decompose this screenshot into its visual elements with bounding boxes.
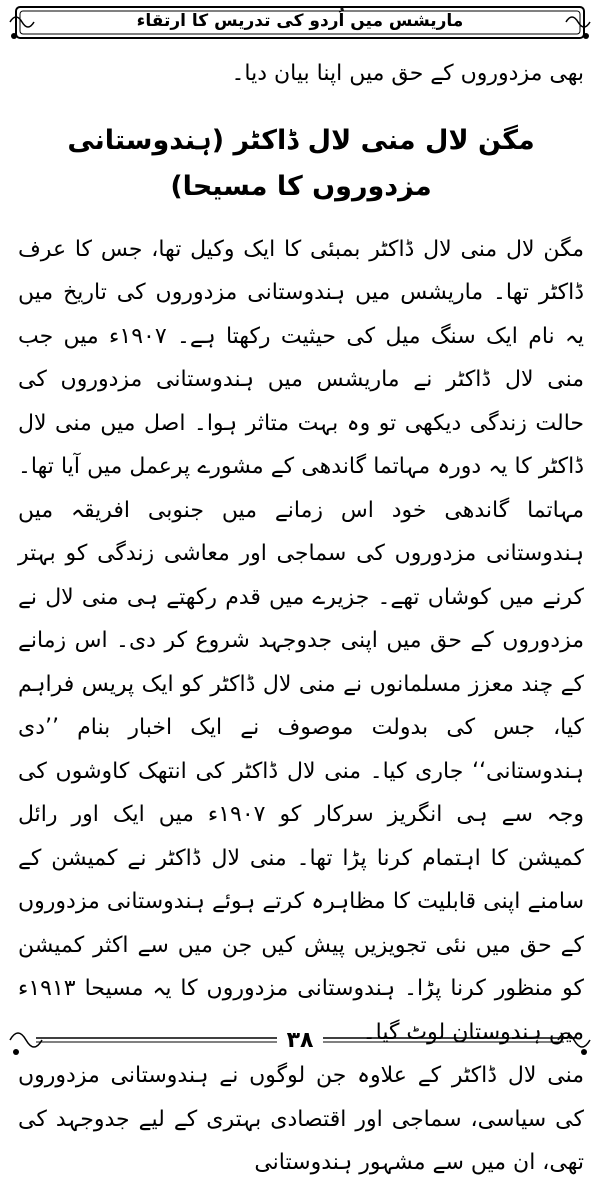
page-number: ۳۸ bbox=[277, 1028, 324, 1053]
body-paragraph-1: مگن لال منی لال ڈاکٹر بمبئی کا ایک وکیل تھا، جس کا عرف ڈاکٹر تھا۔ ماریشس میں ہندوستانی مزدوروں کی تاریخ میں یہ نام ایک سنگ میل کی حیثیت رکھتا ہے۔ ۱۹۰۷ء میں جب منی لال ڈاکٹر نے ماریشس میں ہندوستانی مزدوروں کی حالت زندگی دیکھی تو وہ بہت متاثر ہوا۔ اصل میں منی لال ڈاکٹر کا یہ دورہ مہاتما گاندھی کے مشورے پرعمل میں آیا تھا۔ مہاتما گاندھی خود اس زمانے میں جنوبی افریقہ میں ہندوستانی مزدوروں کی سماجی اور معاشی زندگی کو بہتر کرنے میں کوشاں تھے۔ جزیرے میں قدم رکھتے ہی منی لال نے مزدوروں کے حق میں اپنی جدوجہد شروع کر دی۔ اس زمانے کے چند معزز مسلمانوں نے منی لال ڈاکٹر کو ایک پریس فراہم کیا، جس کی بدولت موصوف نے ایک اخبار بنام ’’دی ہندوستانی‘‘ جاری کیا۔ منی لال ڈاکٹر کی انتھک کاوشوں کی وجہ سے ہی انگریز سرکار کو ۱۹۰۷ء میں ایک اور رائل کمیشن کا اہتمام کرنا پڑا تھا۔ منی لال ڈاکٹر نے کمیشن کے سامنے اپنی قابلیت کا مظاہرہ کرتے ہوئے ہندوستانی مزدوروں کے حق میں نئی تجویزیں پیش کیں جن میں سے اکثر کمیشن کو منظور کرنا پڑا۔ ہندوستانی مزدوروں کا یہ مسیحا ۱۹۱۳ء میں ہندوستان لوٹ گیا۔ bbox=[18, 236, 585, 1045]
page-body bbox=[18, 52, 584, 1185]
page-footer bbox=[6, 1018, 594, 1062]
running-title: ماریشس میں اُردو کی تدریس کا ارتقاء bbox=[136, 11, 464, 31]
running-header bbox=[8, 4, 592, 44]
body-paragraph-2: منی لال ڈاکٹر کے علاوہ جن لوگوں نے ہندوستانی مزدوروں کی سیاسی، سماجی اور اقتصادی بہتری کے لیے جدوجہد کی تھی، ان میں سے مشہور ہندوستانی bbox=[18, 1063, 584, 1175]
section-heading: مگن لال منی لال ڈاکٹر (ہندوستانی مزدوروں کا مسیحا) bbox=[67, 124, 535, 202]
continuation-paragraph: بھی مزدوروں کے حق میں اپنا بیان دیا۔ bbox=[231, 61, 584, 86]
